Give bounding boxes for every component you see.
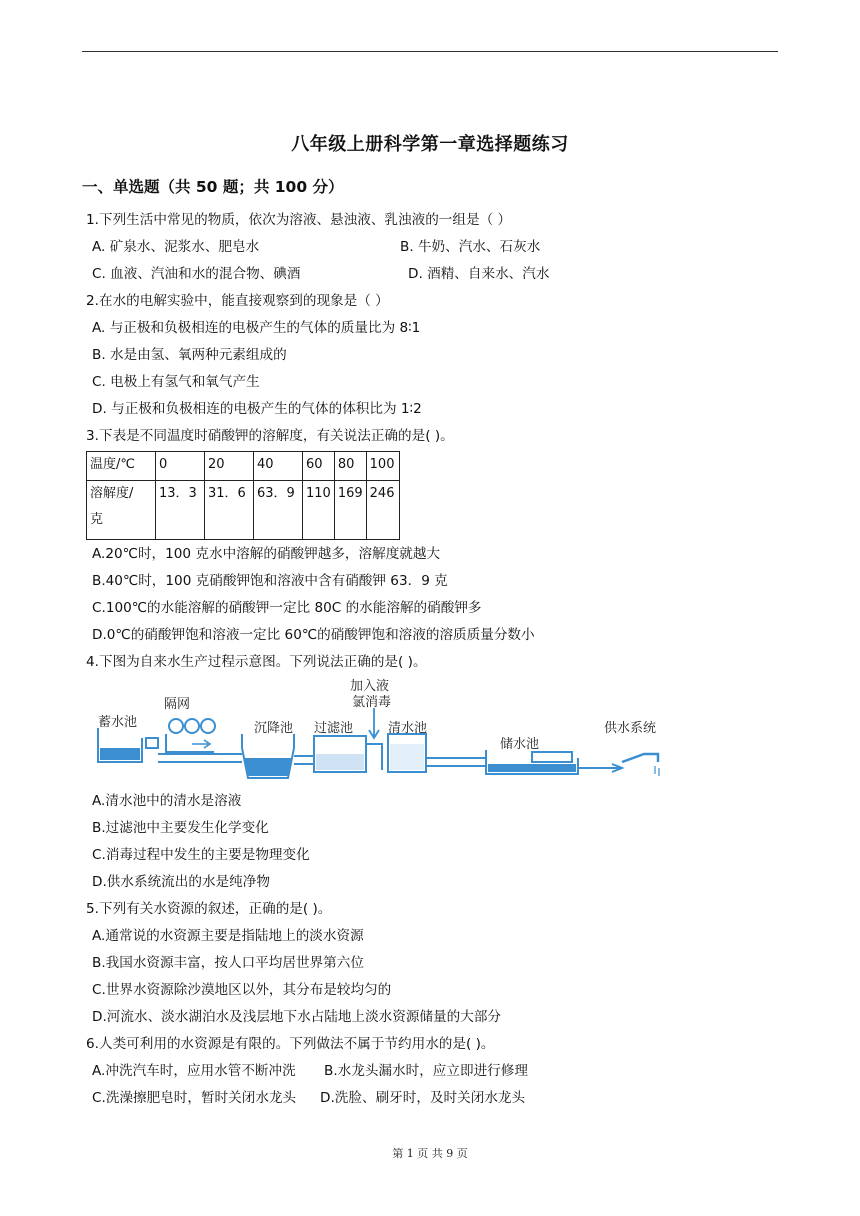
table-header-solubility xyxy=(87,481,156,540)
table-cell: 60 xyxy=(303,452,335,481)
header-rule xyxy=(82,51,778,52)
pipe xyxy=(366,744,382,770)
pipe xyxy=(426,758,486,766)
table-cell: 63．9 xyxy=(254,481,303,540)
table-row xyxy=(87,481,400,540)
question-1-option-b: B. 牛奶、汽水、石灰水 xyxy=(400,239,541,255)
chlorine-inlet-arrow xyxy=(369,708,379,738)
screen-wheel xyxy=(201,719,215,733)
solubility-table xyxy=(86,451,400,540)
table-cell: 80 xyxy=(334,452,366,481)
question-2-option-d: D. 与正极和负极相连的电极产生的气体的体积比为 1∶2 xyxy=(92,401,422,417)
question-5-option-b: B.我国水资源丰富，按人口平均居世界第六位 xyxy=(92,955,364,971)
label-supply-system: 供水系统 xyxy=(604,721,657,736)
question-2-option-a: A. 与正极和负极相连的电极产生的气体的质量比为 8∶1 xyxy=(92,320,421,336)
section-heading: 一、单选题（共 50 题；共 100 分） xyxy=(82,178,344,196)
label-chlorine-line2: 氯消毒 xyxy=(352,695,392,710)
label-reservoir: 储水池 xyxy=(500,737,540,752)
screen-wheel xyxy=(185,719,199,733)
flow-arrow xyxy=(192,740,210,748)
question-2-stem: 2.在水的电解实验中，能直接观察到的现象是（ ） xyxy=(86,293,389,309)
question-6-option-b: B.水龙头漏水时，应立即进行修理 xyxy=(324,1063,528,1079)
question-3-option-d: D.0℃的硝酸钾饱和溶液一定比 60℃的硝酸钾饱和溶液的溶质质量分数小 xyxy=(92,627,535,643)
pipe xyxy=(294,756,314,764)
question-4-stem: 4.下图为自来水生产过程示意图。下列说法正确的是( )。 xyxy=(86,654,427,670)
reservoir-water xyxy=(488,764,576,772)
question-3-option-c: C.100℃的水能溶解的硝酸钾一定比 80C 的水能溶解的硝酸钾多 xyxy=(92,600,482,616)
storage-tank-water xyxy=(100,748,140,760)
label-clean-tank: 清水池 xyxy=(388,721,428,736)
table-cell: 169 xyxy=(334,481,366,540)
question-1-option-a: A. 矿泉水、泥浆水、肥皂水 xyxy=(92,239,260,255)
question-4-option-b: B.过滤池中主要发生化学变化 xyxy=(92,820,269,836)
table-cell: 13．3 xyxy=(156,481,205,540)
label-settling-tank: 沉降池 xyxy=(254,721,294,736)
solubility-label-line1: 溶解度/ xyxy=(90,486,134,501)
solubility-label-line2: 克 xyxy=(90,512,104,527)
page-footer: 第 1 页 共 9 页 xyxy=(392,1147,468,1160)
table-cell: 20 xyxy=(205,452,254,481)
question-2-option-c: C. 电极上有氢气和氧气产生 xyxy=(92,374,260,390)
question-3-option-a: A.20℃时，100 克水中溶解的硝酸钾越多，溶解度就越大 xyxy=(92,546,441,562)
table-cell: 246 xyxy=(366,481,399,540)
table-cell: 0 xyxy=(156,452,205,481)
pipe xyxy=(158,754,242,762)
question-1-stem: 1.下列生活中常见的物质，依次为溶液、悬浊液、乳浊液的一组是（ ） xyxy=(86,212,512,228)
question-5-option-c: C.世界水资源除沙漠地区以外，其分布是较均匀的 xyxy=(92,982,392,998)
question-4-option-c: C.消毒过程中发生的主要是物理变化 xyxy=(92,847,310,863)
screen-wheel xyxy=(169,719,183,733)
label-chlorine-line1: 加入液 xyxy=(350,679,390,694)
table-cell: 31．6 xyxy=(205,481,254,540)
question-5-option-a: A.通常说的水资源主要是指陆地上的淡水资源 xyxy=(92,928,364,944)
water-drops xyxy=(655,766,659,776)
pump-box xyxy=(532,752,572,762)
settling-tank-water xyxy=(244,758,292,776)
question-5-option-d: D.河流水、淡水湖泊水及浅层地下水占陆地上淡水资源储量的大部分 xyxy=(92,1009,502,1025)
table-row xyxy=(87,452,400,481)
water-treatment-diagram xyxy=(92,678,672,786)
question-4-option-d: D.供水系统流出的水是纯净物 xyxy=(92,874,270,890)
label-storage-tank: 蓄水池 xyxy=(98,715,138,730)
label-screen: 隔网 xyxy=(164,697,191,712)
question-5-stem: 5.下列有关水资源的叙述，正确的是( )。 xyxy=(86,901,332,917)
table-cell: 40 xyxy=(254,452,303,481)
question-1-option-c: C. 血液、汽油和水的混合物、碘酒 xyxy=(92,266,301,282)
filter-media xyxy=(316,754,364,770)
table-cell: 100 xyxy=(366,452,399,481)
question-4-option-a: A.清水池中的清水是溶液 xyxy=(92,793,242,809)
question-1-option-d: D. 酒精、自来水、汽水 xyxy=(408,266,550,282)
question-3-option-b: B.40℃时，100 克硝酸钾饱和溶液中含有硝酸钾 63．9 克 xyxy=(92,573,448,589)
label-filter-tank: 过滤池 xyxy=(314,721,354,736)
page-title: 八年级上册科学第一章选择题练习 xyxy=(291,134,569,155)
question-6-option-d: D.洗脸、刷牙时，及时关闭水龙头 xyxy=(320,1090,526,1106)
question-2-option-b: B. 水是由氢、氧两种元素组成的 xyxy=(92,347,287,363)
question-6-option-c: C.洗澡擦肥皂时，暂时关闭水龙头 xyxy=(92,1090,297,1106)
screen-channel xyxy=(166,734,214,752)
question-6-stem: 6.人类可利用的水资源是有限的。下列做法不属于节约用水的是( )。 xyxy=(86,1036,495,1052)
table-header-temperature: 温度/℃ xyxy=(87,452,156,481)
inlet-box xyxy=(146,738,158,748)
question-3-stem: 3.下表是不同温度时硝酸钾的溶解度，有关说法正确的是( )。 xyxy=(86,428,454,444)
pipe xyxy=(578,764,622,772)
faucet xyxy=(622,754,658,762)
question-6-option-a: A.冲洗汽车时，应用水管不断冲洗 xyxy=(92,1063,296,1079)
clean-tank-water xyxy=(390,744,424,770)
table-cell: 110 xyxy=(303,481,335,540)
